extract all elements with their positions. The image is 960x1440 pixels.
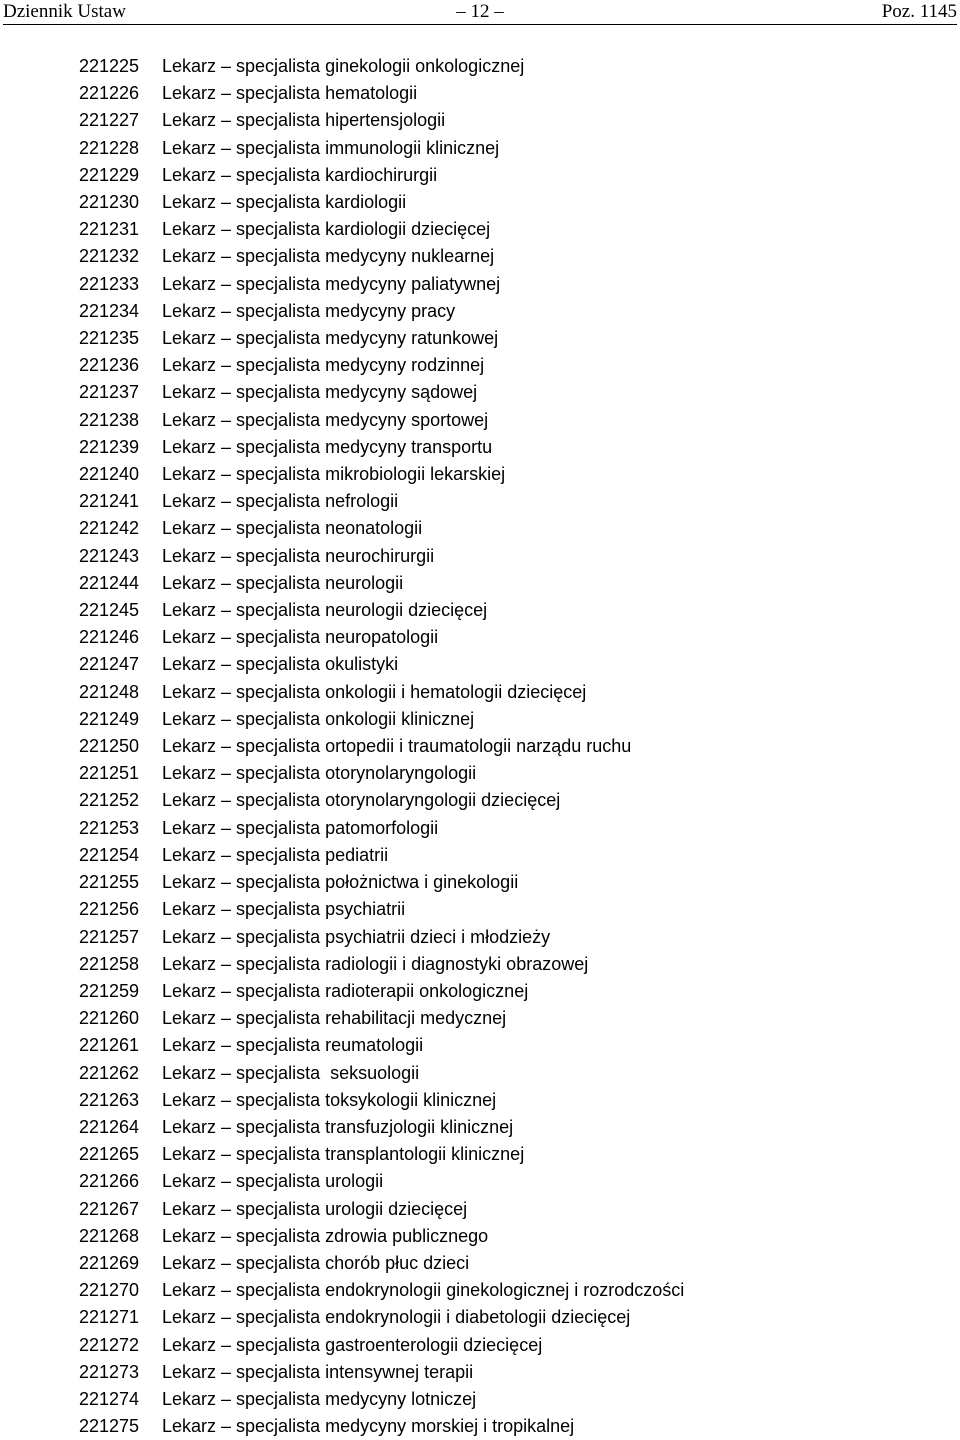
- occupation-code: 221271: [79, 1307, 140, 1328]
- list-item: [79, 407, 939, 434]
- list-item: [79, 624, 939, 651]
- occupation-name: Lekarz – specjalista zdrowia publicznego: [162, 1225, 489, 1246]
- list-item: [79, 515, 939, 542]
- occupation-name: Lekarz – specjalista chorób płuc dzieci: [162, 1252, 470, 1273]
- page-header: [0, 0, 960, 26]
- occupation-code: 221258: [79, 953, 140, 974]
- occupation-name: Lekarz – specjalista kardiochirurgii: [162, 164, 438, 185]
- occupation-code: 221225: [79, 56, 140, 76]
- occupation-code: 221261: [79, 1035, 140, 1056]
- occupation-code: 221240: [79, 464, 140, 485]
- occupation-code: 221274: [79, 1388, 140, 1409]
- occupation-name: Lekarz – specjalista immunologii klinicznej: [162, 137, 500, 158]
- position-number: Poz. 1145: [881, 1, 957, 22]
- occupation-code: 221241: [79, 491, 140, 512]
- list-item: [79, 379, 939, 406]
- occupation-name: Lekarz – specjalista endokrynologii ginekologicznej i rozrodczości: [162, 1280, 685, 1301]
- occupation-code: 221273: [79, 1361, 140, 1382]
- occupation-name: Lekarz – specjalista medycyny paliatywnej: [162, 273, 501, 294]
- occupation-name: Lekarz – specjalista medycyny rodzinnej: [162, 355, 485, 376]
- list-item: [79, 434, 939, 461]
- occupation-code: 221267: [79, 1198, 140, 1219]
- occupation-name: Lekarz – specjalista otorynolaryngologii: [162, 763, 477, 784]
- occupation-code: 221259: [79, 980, 140, 1001]
- occupation-name: Lekarz – specjalista hipertensjologii: [162, 110, 446, 131]
- occupation-name: Lekarz – specjalista okulistyki: [162, 654, 399, 675]
- occupation-code: 221244: [79, 572, 140, 593]
- occupation-code: 221234: [79, 300, 140, 321]
- occupation-name: Lekarz – specjalista położnictwa i ginekologii: [162, 872, 519, 893]
- list-item: [79, 243, 939, 270]
- list-item: [79, 951, 939, 978]
- occupation-code: 221260: [79, 1008, 140, 1029]
- occupation-code: 221237: [79, 382, 140, 403]
- list-item: [79, 271, 939, 298]
- occupation-code: 221227: [79, 110, 140, 131]
- list-item: [79, 352, 939, 379]
- list-item: [79, 1386, 939, 1413]
- occupation-name: Lekarz – specjalista medycyny ratunkowej: [162, 328, 499, 349]
- list-item: [79, 1168, 939, 1195]
- occupation-code: 221264: [79, 1116, 140, 1137]
- occupation-code: 221257: [79, 926, 140, 947]
- list-item: [79, 1087, 939, 1114]
- occupation-code: 221251: [79, 763, 140, 784]
- list-item: [79, 978, 939, 1005]
- list-item: [79, 842, 939, 869]
- occupation-code: 221263: [79, 1089, 140, 1110]
- occupation-name: Lekarz – specjalista gastroenterologii dziecięcej: [162, 1334, 543, 1355]
- list-item: [79, 597, 939, 624]
- occupation-code: 221266: [79, 1171, 140, 1192]
- occupation-name: Lekarz – specjalista rehabilitacji medycznej: [162, 1008, 507, 1029]
- occupation-name: Lekarz – specjalista otorynolaryngologii dziecięcej: [162, 790, 561, 811]
- header-divider: [3, 24, 957, 25]
- list-item: [79, 1114, 939, 1141]
- list-item: [79, 1223, 939, 1250]
- occupation-code: 221272: [79, 1334, 140, 1355]
- list-item: [79, 80, 939, 107]
- occupation-name: Lekarz – specjalista medycyny morskiej i tropikalnej: [162, 1416, 575, 1437]
- page-number: – 12 –: [456, 1, 504, 22]
- occupation-code: 221250: [79, 736, 140, 757]
- occupation-code-list: [79, 53, 939, 1440]
- list-item: [79, 1196, 939, 1223]
- occupation-name: Lekarz – specjalista neonatologii: [162, 518, 423, 539]
- occupation-code: 221238: [79, 409, 140, 430]
- list-item: [79, 1250, 939, 1277]
- list-item: [79, 543, 939, 570]
- occupation-code: 221275: [79, 1416, 140, 1437]
- list-item: [79, 1032, 939, 1059]
- occupation-code: 221247: [79, 654, 140, 675]
- list-item: [79, 896, 939, 923]
- occupation-code: 221270: [79, 1280, 140, 1301]
- list-item: [79, 461, 939, 488]
- occupation-code: 221228: [79, 137, 140, 158]
- list-item: [79, 651, 939, 678]
- list-item: [79, 679, 939, 706]
- list-item: [79, 1277, 939, 1304]
- occupation-name: Lekarz – specjalista urologii dziecięcej: [162, 1198, 468, 1219]
- occupation-name: Lekarz – specjalista medycyny sportowej: [162, 409, 489, 430]
- occupation-code: 221248: [79, 681, 140, 702]
- list-item: [79, 135, 939, 162]
- occupation-code: 221232: [79, 246, 140, 267]
- occupation-code: 221252: [79, 790, 140, 811]
- occupation-name: Lekarz – specjalista transfuzjologii klinicznej: [162, 1116, 514, 1137]
- list-item: [79, 924, 939, 951]
- occupation-code: 221268: [79, 1225, 140, 1246]
- occupation-code: 221254: [79, 844, 140, 865]
- list-item: [79, 298, 939, 325]
- occupation-code: 221269: [79, 1252, 140, 1273]
- list-item: [79, 216, 939, 243]
- occupation-code: 221253: [79, 817, 140, 838]
- occupation-code: 221262: [79, 1062, 140, 1083]
- occupation-code: 221233: [79, 273, 140, 294]
- occupation-code: 221265: [79, 1144, 140, 1165]
- occupation-name: Lekarz – specjalista neurologii dziecięcej: [162, 600, 488, 621]
- occupation-code: 221235: [79, 328, 140, 349]
- occupation-name: Lekarz – specjalista medycyny transportu: [162, 436, 493, 457]
- list-item: [79, 570, 939, 597]
- list-item: [79, 488, 939, 515]
- occupation-code: 221226: [79, 83, 140, 104]
- occupation-name: Lekarz – specjalista reumatologii: [162, 1035, 424, 1056]
- occupation-code: 221236: [79, 355, 140, 376]
- occupation-name: Lekarz – specjalista neurologii: [162, 572, 404, 593]
- occupation-name: Lekarz – specjalista kardiologii: [162, 192, 407, 213]
- occupation-name: Lekarz – specjalista pediatrii: [162, 844, 389, 865]
- occupation-name: Lekarz – specjalista medycyny lotniczej: [162, 1388, 477, 1409]
- occupation-name: Lekarz – specjalista medycyny sądowej: [162, 382, 478, 403]
- occupation-name: Lekarz – specjalista onkologii klinicznej: [162, 708, 475, 729]
- occupation-name: Lekarz – specjalista patomorfologii: [162, 817, 439, 838]
- list-item: [79, 706, 939, 733]
- occupation-name: Lekarz – specjalista urologii: [162, 1171, 384, 1192]
- list-item: [79, 1332, 939, 1359]
- occupation-code: 221231: [79, 219, 140, 240]
- list-item: [79, 325, 939, 352]
- occupation-code: 221242: [79, 518, 140, 539]
- list-item: [79, 733, 939, 760]
- list-item: [79, 107, 939, 134]
- list-item: [79, 1304, 939, 1331]
- occupation-code: 221249: [79, 708, 140, 729]
- occupation-name: Lekarz – specjalista toksykologii klinicznej: [162, 1089, 497, 1110]
- occupation-name: Lekarz – specjalista onkologii i hematologii dziecięcej: [162, 681, 587, 702]
- list-item: [79, 1359, 939, 1386]
- occupation-code: 221256: [79, 899, 140, 920]
- occupation-name: Lekarz – specjalista medycyny nuklearnej: [162, 246, 495, 267]
- occupation-code: 221245: [79, 600, 140, 621]
- occupation-name: Lekarz – specjalista seksuologii: [162, 1062, 420, 1083]
- occupation-name: Lekarz – specjalista ginekologii onkologicznej: [162, 56, 525, 76]
- occupation-name: Lekarz – specjalista kardiologii dziecięcej: [162, 219, 491, 240]
- occupation-code: 221243: [79, 545, 140, 566]
- occupation-name: Lekarz – specjalista intensywnej terapii: [162, 1361, 474, 1382]
- occupation-name: Lekarz – specjalista transplantologii klinicznej: [162, 1144, 525, 1165]
- occupation-code: 221255: [79, 872, 140, 893]
- occupation-name: Lekarz – specjalista radioterapii onkologicznej: [162, 980, 529, 1001]
- list-item: [79, 162, 939, 189]
- occupation-name: Lekarz – specjalista neuropatologii: [162, 627, 439, 648]
- list-item: [79, 1005, 939, 1032]
- journal-title: Dziennik Ustaw: [3, 1, 126, 22]
- occupation-name: Lekarz – specjalista radiologii i diagnostyki obrazowej: [162, 953, 589, 974]
- occupation-code: 221246: [79, 627, 140, 648]
- occupation-name: Lekarz – specjalista neurochirurgii: [162, 545, 435, 566]
- list-item: [79, 1413, 939, 1440]
- occupation-name: Lekarz – specjalista psychiatrii dzieci i młodzieży: [162, 926, 551, 947]
- occupation-name: Lekarz – specjalista endokrynologii i diabetologii dziecięcej: [162, 1307, 631, 1328]
- occupation-name: Lekarz – specjalista mikrobiologii lekarskiej: [162, 464, 506, 485]
- occupation-name: Lekarz – specjalista nefrologii: [162, 491, 399, 512]
- list-item: [79, 1141, 939, 1168]
- list-item: [79, 815, 939, 842]
- list-item: [79, 869, 939, 896]
- list-item: [79, 1060, 939, 1087]
- occupation-name: Lekarz – specjalista ortopedii i traumatologii narządu ruchu: [162, 736, 632, 757]
- list-item: [79, 53, 939, 80]
- occupation-name: Lekarz – specjalista hematologii: [162, 83, 418, 104]
- occupation-code: 221230: [79, 192, 140, 213]
- occupation-code: 221229: [79, 164, 140, 185]
- occupation-name: Lekarz – specjalista psychiatrii: [162, 899, 406, 920]
- list-item: [79, 189, 939, 216]
- occupation-name: Lekarz – specjalista medycyny pracy: [162, 300, 456, 321]
- occupation-code: 221239: [79, 436, 140, 457]
- list-item: [79, 787, 939, 814]
- list-item: [79, 760, 939, 787]
